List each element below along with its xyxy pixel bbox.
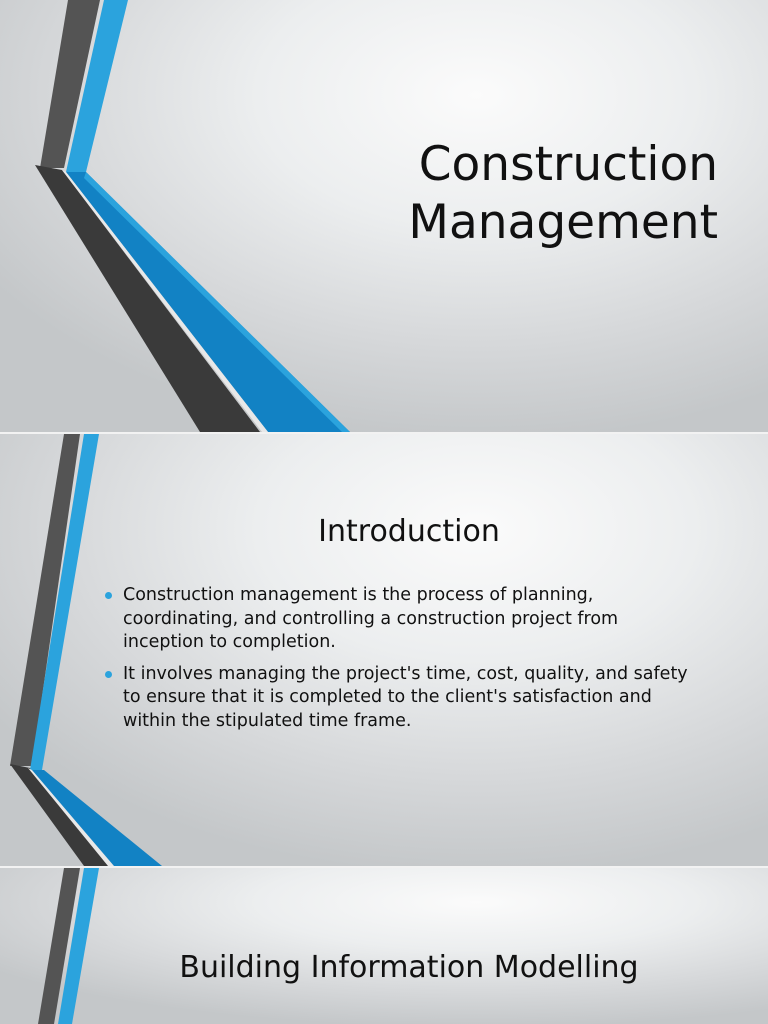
- slide-heading: Building Information Modelling: [179, 950, 639, 985]
- bullet-list: [102, 584, 702, 741]
- bullet-text: Construction management is the process of planning, coordinating, and controlling a construction project from inception to completion.: [123, 585, 619, 652]
- bullet-dot-icon: [105, 592, 112, 599]
- slide-bim[interactable]: [0, 868, 768, 1024]
- title-line-2: Management: [408, 195, 718, 250]
- presentation-title: [408, 136, 718, 252]
- title-line-1: Construction: [418, 137, 718, 192]
- slide-heading: Introduction: [318, 514, 500, 549]
- accent-stripes-graphic: [0, 868, 768, 1024]
- bullet-dot-icon: [105, 671, 112, 678]
- slide-title[interactable]: [0, 0, 768, 432]
- bullet-item: [102, 584, 702, 655]
- bullet-item: [102, 663, 702, 734]
- bullet-text: It involves managing the project's time, cost, quality, and safety to ensure that it is completed to the client's satisfaction and within the stipulated time frame.: [123, 663, 688, 731]
- slide-introduction[interactable]: [0, 434, 768, 866]
